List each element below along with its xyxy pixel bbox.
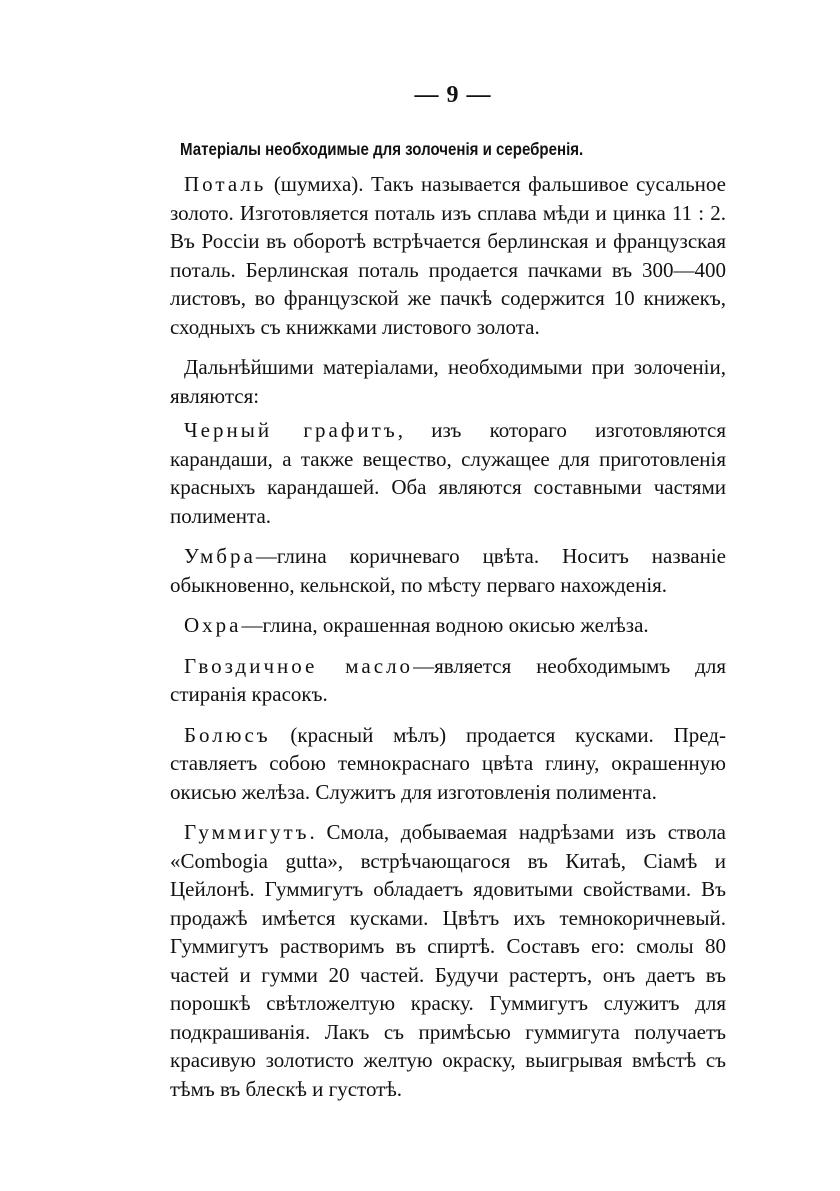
term-clove-oil: Гвоздичное масло xyxy=(184,653,414,678)
paragraph-potal xyxy=(170,170,726,341)
term-graphite: Черный графитъ xyxy=(184,418,398,442)
term-gamboge: Гуммигутъ xyxy=(184,820,310,844)
term-ochre: Охра xyxy=(184,613,242,637)
paragraph-gamboge xyxy=(170,818,726,1103)
paragraph-bole xyxy=(170,721,726,807)
paragraph-clove-oil xyxy=(170,652,726,709)
section-title: Матеріалы необходимые для золоченія и серебренія. xyxy=(180,139,584,159)
paragraph-text: —является необходимымъ для стиранія красокъ. xyxy=(170,653,726,706)
paragraph-graphite xyxy=(170,416,726,530)
term-bole: Болюсъ xyxy=(184,722,271,747)
page-number: — 9 — xyxy=(414,82,492,108)
paragraph-text: Дальнѣйшими матеріалами, необходимыми при золоченіи, являются: xyxy=(170,355,726,408)
paragraph-text: (красный мѣлъ) продается кусками. Представляетъ собою темнокраснаго цвѣта глину, окрашенную окисью желѣза. Служитъ для изготовленія полимента. xyxy=(170,722,726,804)
book-page xyxy=(170,82,726,1115)
term-umber: Умбра xyxy=(184,544,256,568)
paragraph-materials-intro xyxy=(170,353,726,410)
paragraph-ochre xyxy=(170,611,726,640)
paragraph-text: —глина, окрашенная водною окисью желѣза. xyxy=(241,613,649,637)
paragraph-text: , изъ котораго изготовляются карандаши, а также вещество, служащее для приготовленія красныхъ карандашей. Оба являются составными частями полимента. xyxy=(170,418,726,528)
paragraph-text: —глина коричневаго цвѣта. Носитъ названіе обыкновенно, кельнской, по мѣсту перваго нахожденія. xyxy=(170,544,726,597)
term-potal: Поталь xyxy=(184,172,267,196)
paragraph-umber xyxy=(170,542,726,599)
paragraph-text: . Смола, добываемая надрѣзами изъ ствола «Combogia gutta», встрѣчающагося въ Китаѣ, Сіамѣ и Цейлонѣ. Гуммигутъ обладаетъ ядовитыми свойствами. Въ продажѣ имѣется кусками. Цвѣтъ ихъ темнокоричневый. Гуммигутъ растворимъ въ спиртѣ. Составъ его: смолы 80 частей и гумми 20 частей. Будучи растертъ, онъ даетъ въ порошкѣ свѣтложелтую краску. Гуммигутъ служитъ для подкрашиванія. Лакъ съ примѣсью гуммигута получаетъ красивую золотисто желтую окраску, выигрывая вмѣстѣ съ тѣмъ въ блескѣ и густотѣ. xyxy=(170,820,726,1101)
paragraph-text: (шумиха). Такъ называется фальшивое сусальное золото. Изготовляется поталь изъ сплава мѣди и цинка 11 : 2. Въ Россіи въ оборотѣ встрѣчается берлинская и французская поталь. Берлинская поталь продается пачками въ 300—400 листовъ, во французской же пачкѣ содержится 10 книжекъ, сходныхъ съ книжками листового золота. xyxy=(170,172,726,339)
